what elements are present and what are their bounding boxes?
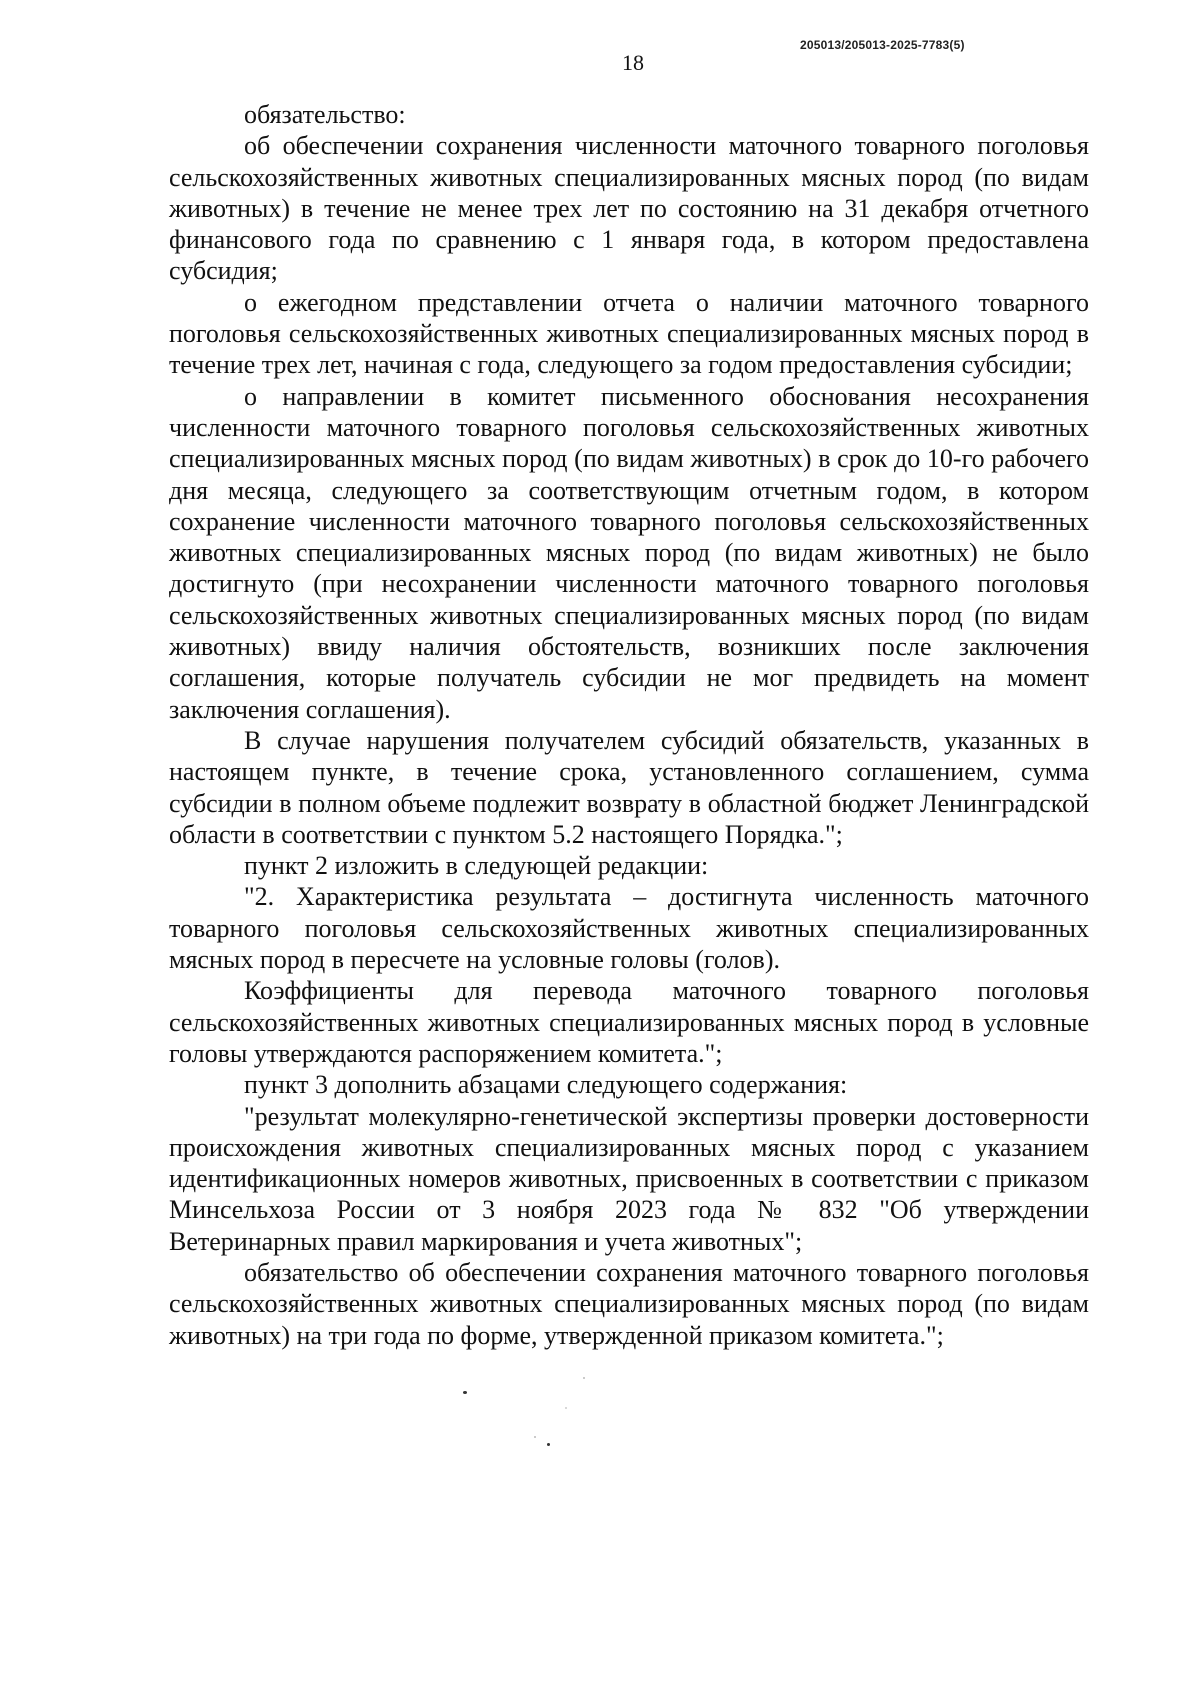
document-registration-number: 205013/205013-2025-7783(5) <box>800 38 965 52</box>
page-number: 18 <box>622 50 644 75</box>
paragraph-item-3-intro: пункт 3 дополнить абзацами следующего содержания: <box>244 1070 848 1100</box>
scan-speck <box>583 1377 585 1379</box>
scan-speck <box>463 1391 467 1394</box>
paragraph-written-justification: о направлении в комитет письменного обоснования несохранения численности маточного товарного поголовья сельскохозяйственных животных специализированных мясных пород (по видам животных) в срок до 10-го рабочего дня месяца, следующего за соответствующим отчетным годом, в котором сохранение численности маточного товарного поголовья сельскохозяйственных животных специализированных мясных пород (по видам животных) не было достигнуто (при несохранении численности маточного товарного поголовья сельскохозяйственных животных специализированных мясных пород (по видам животных) ввиду наличия обстоятельств, возникших после заключения соглашения, которые получатель субсидии не мог предвидеть на момент заключения соглашения). <box>169 381 1089 724</box>
paragraph-annual-report: о ежегодном представлении отчета о наличии маточного товарного поголовья сельскохозяйственных животных специализированных мясных пород в течение трех лет, начиная с года, следующего за годом предоставления субсидии; <box>169 287 1089 380</box>
scan-speck <box>547 1443 550 1446</box>
scan-speck <box>534 1436 536 1438</box>
paragraph-violation-refund: В случае нарушения получателем субсидий обязательств, указанных в настоящем пункте, в течение срока, установленного соглашением, сумма субсидии в полном объеме подлежит возврату в областной бюджет Ленинградской области в соответствии с пунктом 5.2 настоящего Порядка."; <box>169 725 1089 849</box>
paragraph-result-characteristic: "2. Характеристика результата – достигнута численность маточного товарного поголовья сельскохозяйственных животных специализированных мясных пород в пересчете на условные головы (голов). <box>169 882 1089 975</box>
paragraph-obligation-heading: обязательство: <box>244 100 406 129</box>
paragraph-conversion-coefficients: Коэффициенты для перевода маточного товарного поголовья сельскохозяйственных животных специализированных мясных пород в условные головы утверждаются распоряжением комитета."; <box>169 976 1089 1068</box>
paragraph-item-2-intro: пункт 2 изложить в следующей редакции: <box>244 851 709 881</box>
paragraph-livestock-preservation: об обеспечении сохранения численности маточного товарного поголовья сельскохозяйственных животных специализированных мясных пород (по видам животных) в течение не менее трех лет по состоянию на 31 декабря отчетного финансового года по сравнению с 1 января года, в котором предоставлена субсидия; <box>169 131 1089 286</box>
document-body <box>169 99 1089 1351</box>
scan-speck <box>565 1407 567 1409</box>
paragraph-three-year-obligation: обязательство об обеспечении сохранения маточного товарного поголовья сельскохозяйственных животных специализированных мясных пород (по видам животных) на три года по форме, утвержденной приказом комитета."; <box>169 1257 1089 1350</box>
paragraph-genetic-expertise: "результат молекулярно-генетической экспертизы проверки достоверности происхождения животных специализированных мясных пород с указанием идентификационных номеров животных, присвоенных в соответствии с приказом Минсельхоза России от 3 ноября 2023 года № 832 "Об утверждении Ветеринарных правил маркирования и учета животных"; <box>169 1101 1089 1256</box>
